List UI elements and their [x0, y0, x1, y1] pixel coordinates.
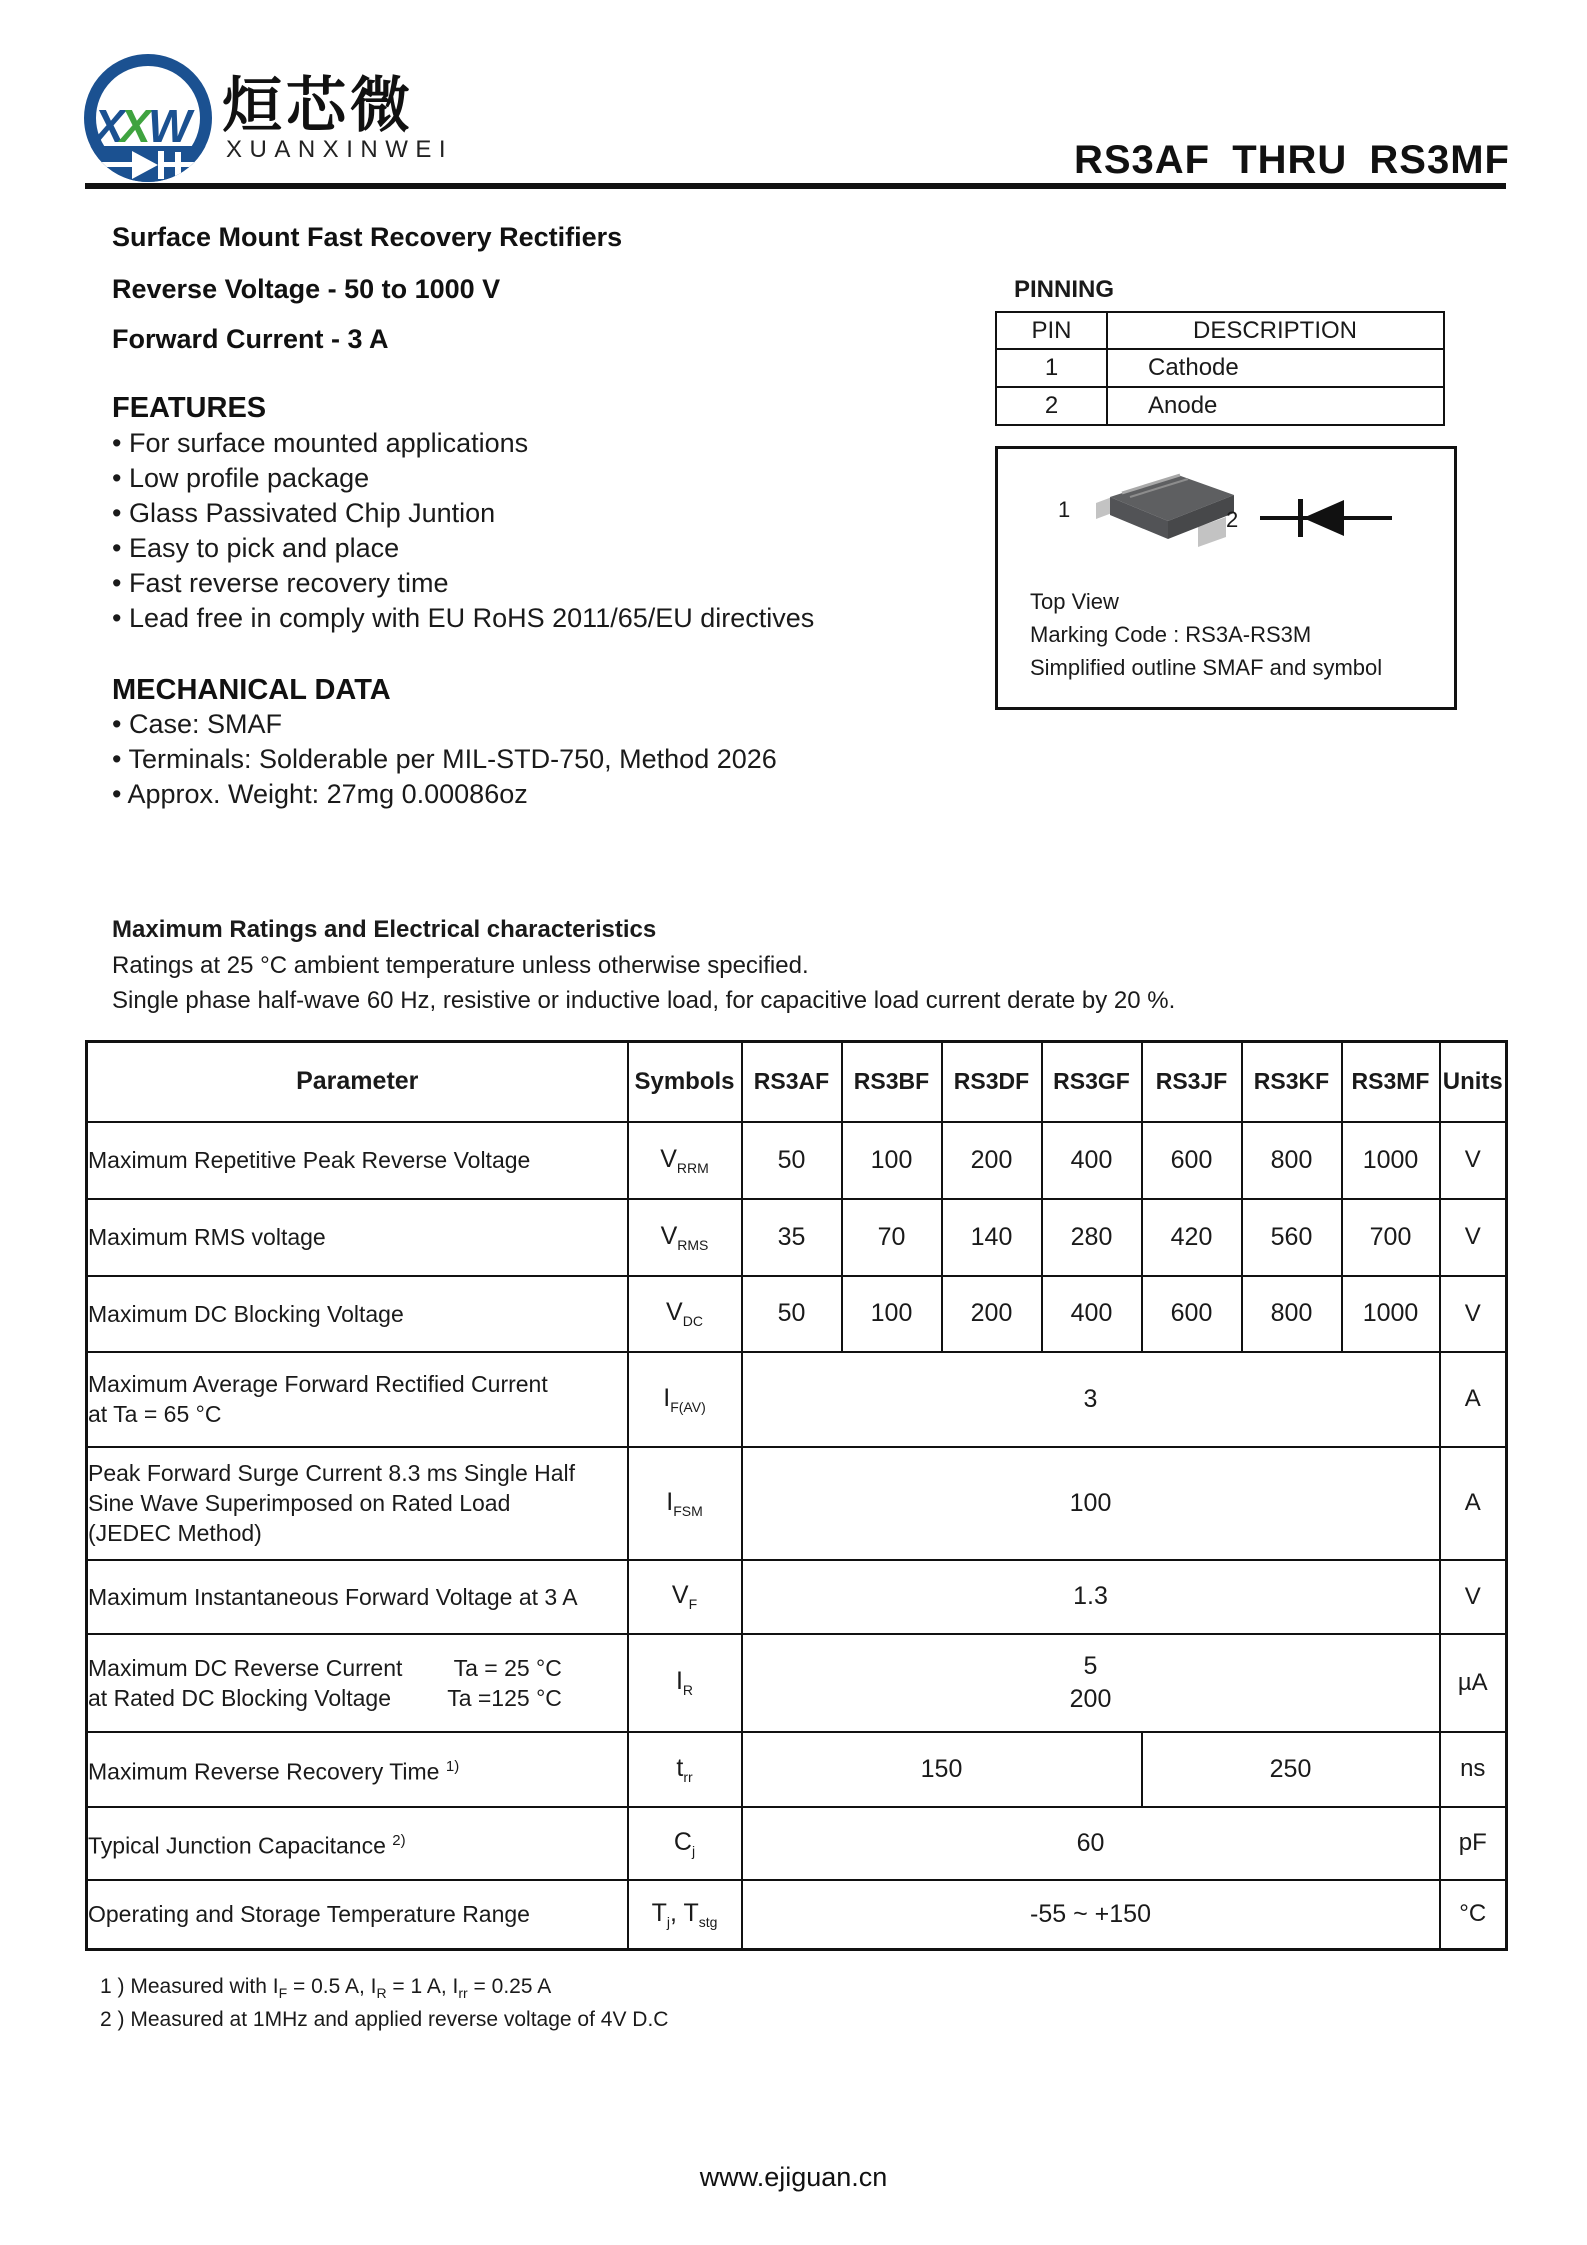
package-pin1-label: 1: [1058, 497, 1071, 522]
unit-cell: µA: [1440, 1634, 1507, 1732]
value-cell: 70: [842, 1199, 942, 1276]
svg-text:X: X: [120, 100, 151, 152]
package-top-view-image: [1086, 465, 1239, 565]
table-row: [87, 1352, 1507, 1447]
feature-item: • Low profile package: [112, 461, 814, 496]
value-cell: 400: [1042, 1276, 1142, 1352]
param-label: Maximum Instantaneous Forward Voltage at 3 A: [87, 1560, 628, 1634]
brand-name-en: XUANXINWEI: [226, 136, 454, 163]
value-cell: 1.3: [742, 1560, 1440, 1634]
param-label: Peak Forward Surge Current 8.3 ms Single Half Sine Wave Superimposed on Rated Load (JEDEC Method): [87, 1447, 628, 1560]
col-header-symbols: Symbols: [628, 1042, 742, 1122]
col-header-device: RS3JF: [1142, 1042, 1242, 1122]
value-cell: 3: [742, 1352, 1440, 1447]
package-pin2-label: 2: [1226, 507, 1239, 532]
package-top-view-caption: Top View: [1030, 589, 1119, 614]
symbol-cell: $V_F$: [628, 1560, 742, 1634]
unit-cell: V: [1440, 1560, 1507, 1634]
value-cell: 50: [742, 1122, 842, 1199]
value-cell: 800: [1242, 1276, 1342, 1352]
value-cell: 280: [1042, 1199, 1142, 1276]
table-row: [87, 1199, 1507, 1276]
ratings-heading: Maximum Ratings and Electrical characteristics: [112, 916, 657, 943]
symbol-cell: $I_{F(AV)}$: [628, 1352, 742, 1447]
svg-text:W: W: [148, 100, 192, 152]
table-row: [87, 1732, 1507, 1807]
value-cell: 140: [942, 1199, 1042, 1276]
param-label: Maximum Repetitive Peak Reverse Voltage: [87, 1122, 628, 1199]
feature-item: • Fast reverse recovery time: [112, 566, 814, 601]
value-cell: 100: [742, 1447, 1440, 1560]
description-column-header: DESCRIPTION: [1107, 312, 1444, 349]
value-cell: 60: [742, 1807, 1440, 1880]
param-label: Maximum DC Reverse Current Ta = 25 °C at Rated DC Blocking Voltage Ta =125 °C: [87, 1634, 628, 1732]
param-label: Maximum Reverse Recovery Time $^{1)}$: [87, 1732, 628, 1807]
value-cell: 560: [1242, 1199, 1342, 1276]
value-cell: 100: [842, 1122, 942, 1199]
table-row: [87, 1880, 1507, 1950]
ratings-note-2: Single phase half-wave 60 Hz, resistive or inductive load, for capacitive load current derate by 20 %.: [112, 987, 1176, 1014]
pinning-table: [995, 311, 1445, 426]
ratings-table: [85, 1040, 1508, 1951]
table-row: [87, 1276, 1507, 1352]
table-row: [87, 1807, 1507, 1880]
value-cell: 420: [1142, 1199, 1242, 1276]
value-cell: 5 200: [742, 1634, 1440, 1732]
table-row: [87, 1560, 1507, 1634]
mechanical-item: • Approx. Weight: 27mg 0.00086oz: [112, 777, 777, 812]
forward-current-line: Forward Current - 3 A: [112, 324, 389, 354]
unit-cell: °C: [1440, 1880, 1507, 1950]
param-label: Maximum DC Blocking Voltage: [87, 1276, 628, 1352]
pin-number: 2: [996, 387, 1107, 425]
value-cell: 600: [1142, 1122, 1242, 1199]
symbol-cell: $t_{rr}$: [628, 1732, 742, 1807]
symbol-cell: $V_{RMS}$: [628, 1199, 742, 1276]
feature-item: • Easy to pick and place: [112, 531, 814, 566]
pinning-heading: PINNING: [1014, 276, 1115, 303]
company-logo: [76, 48, 221, 193]
value-cell: 250: [1142, 1732, 1440, 1807]
unit-cell: V: [1440, 1199, 1507, 1276]
col-header-parameter: Parameter: [87, 1042, 628, 1122]
symbol-cell: $I_{FSM}$: [628, 1447, 742, 1560]
smaf-package-icon: [1086, 465, 1239, 560]
param-label: Operating and Storage Temperature Range: [87, 1880, 628, 1950]
col-header-device: RS3DF: [942, 1042, 1042, 1122]
mechanical-item: • Terminals: Solderable per MIL-STD-750, Method 2026: [112, 742, 777, 777]
header-divider: [85, 183, 1506, 189]
diode-symbol-icon: [1260, 497, 1392, 544]
unit-cell: ns: [1440, 1732, 1507, 1807]
value-cell: 35: [742, 1199, 842, 1276]
table-row: [87, 1122, 1507, 1199]
col-header-device: RS3MF: [1342, 1042, 1440, 1122]
footnote-1: 1 ) Measured with $I_F = 0.5$ A, $I_R = 1$ A, $I_{rr} = 0.25$ A: [100, 1975, 552, 2002]
param-label: Typical Junction Capacitance $^{2)}$: [87, 1807, 628, 1880]
symbol-cell: $V_{RRM}$: [628, 1122, 742, 1199]
col-header-units: Units: [1440, 1042, 1507, 1122]
package-marking-code: Marking Code : RS3A-RS3M: [1030, 622, 1312, 647]
param-label: Maximum Average Forward Rectified Current at Ta = 65 °C: [87, 1352, 628, 1447]
feature-item: • Lead free in comply with EU RoHS 2011/65/EU directives: [112, 601, 814, 636]
features-heading: FEATURES: [112, 392, 267, 424]
value-cell: 400: [1042, 1122, 1142, 1199]
symbol-cell: $C_j$: [628, 1807, 742, 1880]
package-outline-box: [995, 446, 1457, 710]
footer-website-link[interactable]: www.ejiguan.cn: [699, 2162, 888, 2192]
col-header-device: RS3BF: [842, 1042, 942, 1122]
feature-item: • For surface mounted applications: [112, 426, 814, 461]
unit-cell: A: [1440, 1447, 1507, 1560]
param-label: Maximum RMS voltage: [87, 1199, 628, 1276]
value-cell: 50: [742, 1276, 842, 1352]
mechanical-heading: MECHANICAL DATA: [112, 674, 391, 706]
col-header-device: RS3GF: [1042, 1042, 1142, 1122]
table-row: [87, 1447, 1507, 1560]
value-cell: 1000: [1342, 1276, 1440, 1352]
col-header-device: RS3KF: [1242, 1042, 1342, 1122]
unit-cell: V: [1440, 1122, 1507, 1199]
value-cell: 800: [1242, 1122, 1342, 1199]
unit-cell: V: [1440, 1276, 1507, 1352]
symbol-cell: $T_j$, $T_{stg}$: [628, 1880, 742, 1950]
product-description: Surface Mount Fast Recovery Rectifiers: [112, 222, 623, 252]
pin-number: 1: [996, 349, 1107, 387]
pin-description: Cathode: [1107, 349, 1444, 387]
footnote-2: 2 ) Measured at 1MHz and applied reverse voltage of 4V D.C: [100, 2008, 669, 2031]
symbol-cell: $V_{DC}$: [628, 1276, 742, 1352]
value-cell: 150: [742, 1732, 1142, 1807]
logo-mark-icon: [76, 48, 221, 193]
value-cell: 200: [942, 1122, 1042, 1199]
feature-item: • Glass Passivated Chip Juntion: [112, 496, 814, 531]
pin-description: Anode: [1107, 387, 1444, 425]
unit-cell: A: [1440, 1352, 1507, 1447]
table-row: [87, 1634, 1507, 1732]
reverse-voltage-line: Reverse Voltage - 50 to 1000 V: [112, 274, 501, 304]
table-header-row: [87, 1042, 1507, 1122]
mechanical-item: • Case: SMAF: [112, 707, 777, 742]
value-cell: 700: [1342, 1199, 1440, 1276]
pin-column-header: PIN: [996, 312, 1107, 349]
col-header-device: RS3AF: [742, 1042, 842, 1122]
features-list: [112, 426, 814, 636]
package-outline-caption: Simplified outline SMAF and symbol: [1030, 655, 1383, 680]
symbol-cell: $I_R$: [628, 1634, 742, 1732]
value-cell: -55 ~ +150: [742, 1880, 1440, 1950]
ratings-note-1: Ratings at 25 °C ambient temperature unless otherwise specified.: [112, 952, 809, 979]
mechanical-list: [112, 707, 777, 812]
value-cell: 600: [1142, 1276, 1242, 1352]
svg-text:X: X: [94, 100, 125, 152]
value-cell: 200: [942, 1276, 1042, 1352]
value-cell: 1000: [1342, 1122, 1440, 1199]
unit-cell: pF: [1440, 1807, 1507, 1880]
value-cell: 100: [842, 1276, 942, 1352]
brand-name-cn: 烜芯微: [222, 72, 414, 139]
page-title: RS3AF THRU RS3MF: [1073, 138, 1510, 182]
